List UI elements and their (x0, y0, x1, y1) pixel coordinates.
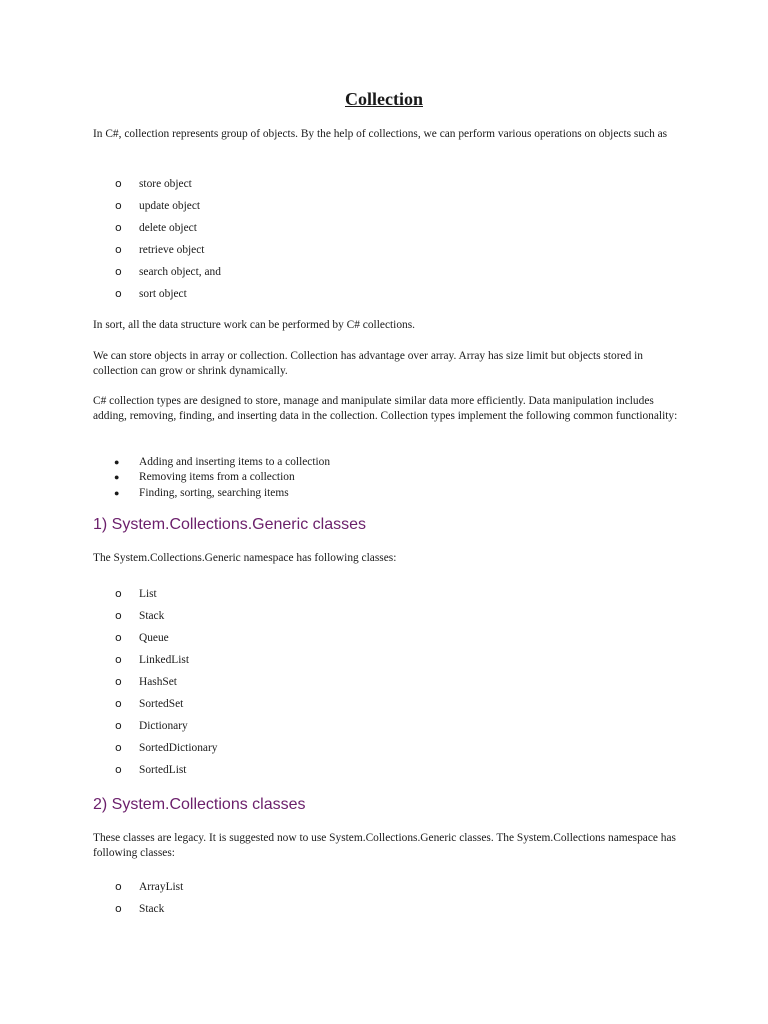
circle-bullet-icon: o (115, 675, 122, 688)
list-item: o delete object (115, 221, 197, 234)
page-title: Collection (345, 89, 423, 109)
operations-list (93, 177, 683, 309)
intro-paragraph: In C#, collection represents group of objects. By the help of collections, we can perform various operations on objects such as (93, 128, 668, 140)
list-item: ● Removing items from a collection (114, 471, 295, 484)
array-paragraph: We can store objects in array or collection. Collection has advantage over array. Array has size limit but objects stored in collection can grow or shrink dynamically. (93, 350, 643, 377)
list-item: o Stack (115, 902, 165, 915)
list-item: o HashSet (115, 675, 177, 688)
circle-bullet-icon: o (115, 243, 122, 256)
document-page (93, 0, 683, 1024)
list-item: o update object (115, 199, 201, 212)
bullet-icon: ● (114, 487, 120, 498)
list-item: o search object, and (115, 265, 221, 278)
sort-paragraph: In sort, all the data structure work can be performed by C# collections. (93, 319, 415, 331)
section-heading-generic: 1) System.Collections.Generic classes (93, 516, 366, 533)
list-item: o retrieve object (115, 243, 205, 256)
list-item: o Dictionary (115, 719, 188, 732)
circle-bullet-icon: o (115, 221, 122, 234)
generic-namespace-paragraph: The System.Collections.Generic namespace has following classes: (93, 552, 397, 564)
bullet-icon: ● (114, 457, 120, 467)
bullet-icon: ● (114, 472, 120, 483)
circle-bullet-icon: o (115, 763, 122, 776)
circle-bullet-icon: o (115, 199, 122, 212)
list-item: o SortedList (115, 763, 187, 776)
circle-bullet-icon: o (115, 902, 122, 915)
list-item: ● Finding, sorting, searching items (114, 486, 289, 499)
list-item: o SortedSet (115, 697, 184, 710)
circle-bullet-icon: o (115, 880, 122, 893)
section-heading-legacy: 2) System.Collections classes (93, 796, 306, 813)
list-item: o SortedDictionary (115, 741, 218, 754)
circle-bullet-icon: o (115, 653, 122, 666)
list-item: o Queue (115, 631, 169, 644)
circle-bullet-icon: o (115, 609, 122, 622)
legacy-namespace-paragraph: These classes are legacy. It is suggested now to use System.Collections.Generic classes. The System.Collections namespace has following classes: (93, 832, 676, 859)
circle-bullet-icon: o (115, 719, 122, 732)
legacy-classes-list (93, 880, 683, 924)
circle-bullet-icon: o (115, 177, 122, 190)
circle-bullet-icon: o (115, 741, 122, 754)
list-item: o LinkedList (115, 653, 189, 666)
circle-bullet-icon: o (115, 287, 122, 300)
circle-bullet-icon: o (115, 265, 122, 278)
list-item: ● Adding and inserting items to a collection (114, 456, 331, 468)
collection-types-paragraph: C# collection types are designed to store, manage and manipulate similar data more efficiently. Data manipulation includes adding, removing, finding, and inserting data in the collection. Collection types implement the following common functionality: (93, 395, 678, 422)
list-item: o sort object (115, 287, 187, 300)
list-item: o store object (115, 177, 192, 190)
generic-classes-list (93, 587, 683, 785)
list-item: o List (115, 587, 157, 600)
list-item: o ArrayList (115, 880, 184, 893)
circle-bullet-icon: o (115, 587, 122, 600)
circle-bullet-icon: o (115, 697, 122, 710)
functionality-list (93, 455, 683, 501)
list-item: o Stack (115, 609, 165, 622)
circle-bullet-icon: o (115, 631, 122, 644)
